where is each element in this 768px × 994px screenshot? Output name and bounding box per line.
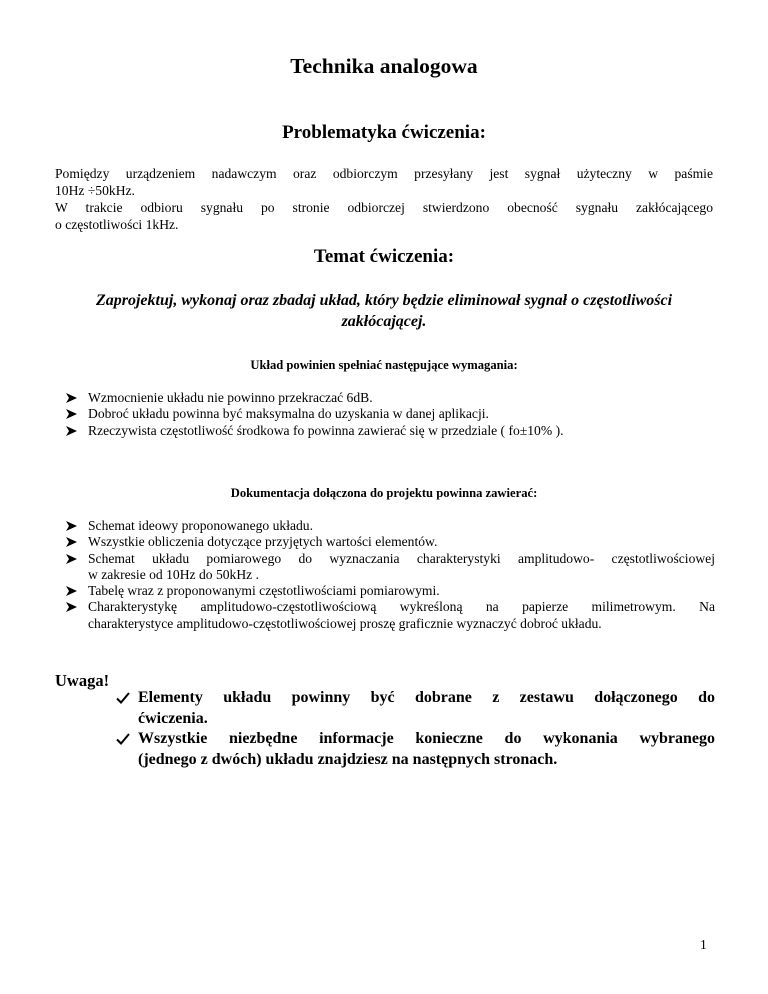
list-item: Elementy układu powinny być dobrane z zestawu dołączonego do ćwiczenia. [115,688,715,729]
page-number: 1 [700,937,707,952]
checkmark-icon [115,731,131,747]
arrowhead-bullet-icon [65,551,79,567]
topic-line: zakłócającej. [341,313,427,330]
requirements-heading: Układ powinien spełniać następujące wymagania: [250,358,518,372]
problem-line: 10Hz ÷50kHz. [55,183,135,198]
arrowhead-bullet-icon [65,390,79,406]
problem-line: W trakcie odbioru sygnału po stronie odbiorczej stwierdzono obecność sygnału zakłócającego [55,200,713,215]
arrowhead-bullet-icon [65,583,79,599]
arrowhead-bullet-icon [65,406,79,422]
arrowhead-bullet-icon [65,599,79,615]
list-item: Rzeczywista częstotliwość środkowa fo powinna zawierać się w przedziale ( fo±10% ). [65,423,715,439]
list-item: Wzmocnienie układu nie powinno przekraczać 6dB. [65,390,715,406]
list-item: Schemat ideowy proponowanego układu. [65,518,715,534]
list-item: Wszystkie obliczenia dotyczące przyjętych wartości elementów. [65,534,715,550]
requirements-list [65,390,715,439]
arrowhead-bullet-icon [65,423,79,439]
problem-heading: Problematyka ćwiczenia: [282,122,486,143]
arrowhead-bullet-icon [65,518,79,534]
arrowhead-bullet-icon [65,534,79,550]
list-item: Schemat układu pomiarowego do wyznaczania charakterystyki amplitudowo- częstotliwościowej w zakresie od 10Hz do 50kHz . [65,551,715,584]
note-heading: Uwaga! [55,671,110,690]
checkmark-icon [115,690,131,706]
document-title: Technika analogowa [290,54,478,78]
list-item: Charakterystykę amplitudowo-częstotliwościową wykreśloną na papierze milimetrowym. Na charakterystyce amplitudowo-częstotliwościowej proszę graficznie wyznaczyć dobroć układu. [65,599,715,632]
note-list [115,688,715,770]
problem-line: o częstotliwości 1kHz. [55,217,179,232]
list-item: Wszystkie niezbędne informacje konieczne do wykonania wybranego (jednego z dwóch) układu znajdziesz na następnych stronach. [115,729,715,770]
documentation-list [65,518,715,632]
problem-line: Pomiędzy urządzeniem nadawczym oraz odbiorczym przesyłany jest sygnał użyteczny w paśmie [55,166,713,181]
topic-line: Zaprojektuj, wykonaj oraz zbadaj układ, który będzie eliminował sygnał o częstotliwości [95,292,673,309]
problem-paragraph [55,165,713,233]
documentation-heading: Dokumentacja dołączona do projektu powinna zawierać: [230,486,538,500]
topic-statement [40,290,728,332]
topic-heading: Temat ćwiczenia: [313,246,455,267]
list-item: Tabelę wraz z proponowanymi częstotliwościami pomiarowymi. [65,583,715,599]
list-item: Dobroć układu powinna być maksymalna do uzyskania w danej aplikacji. [65,406,715,422]
